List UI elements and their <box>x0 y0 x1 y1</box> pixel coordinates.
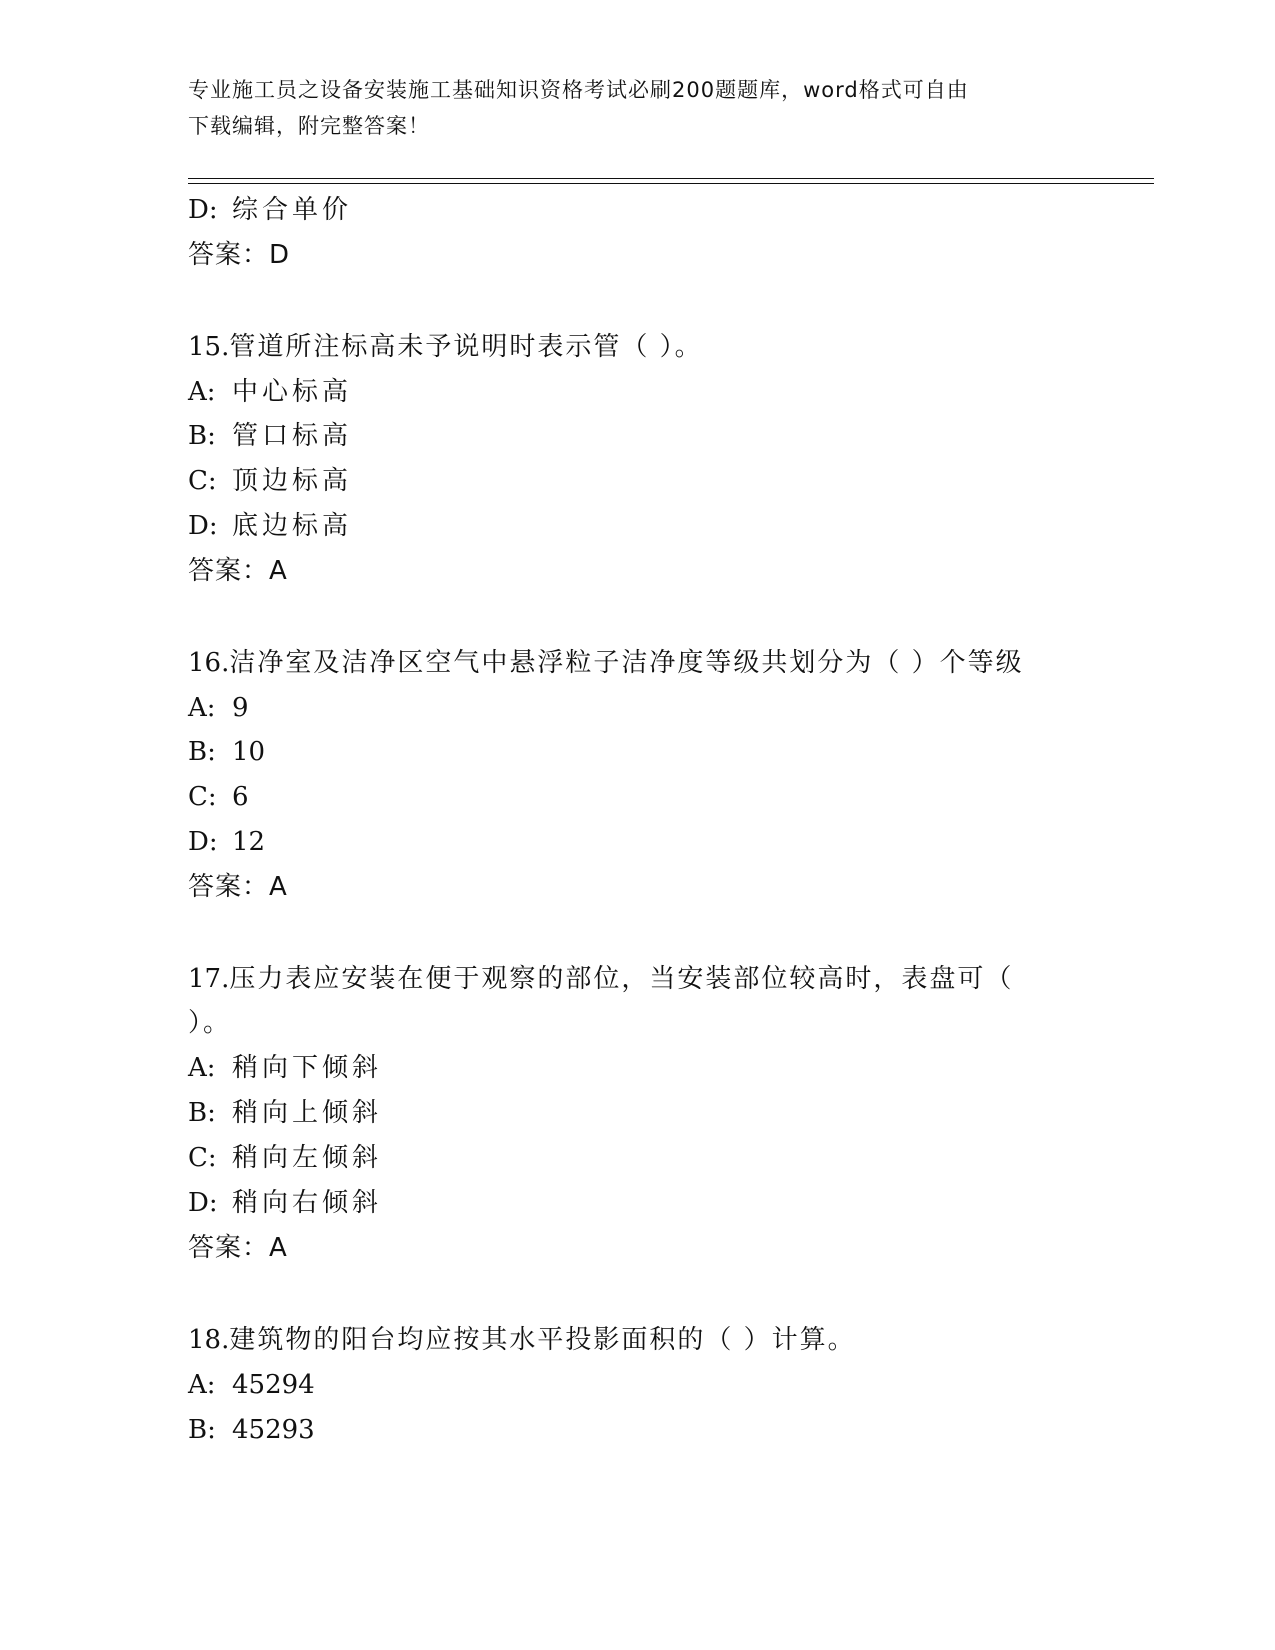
q15-answer: 答案：A <box>188 556 288 586</box>
option-label: D: <box>188 195 218 225</box>
q15-option-a <box>188 377 352 407</box>
question-16 <box>188 648 1024 678</box>
option-label: B: <box>188 1415 216 1445</box>
question-number: 15. <box>188 332 230 362</box>
option-label: A: <box>188 1053 216 1083</box>
option-text: 9 <box>232 693 249 723</box>
header-rule-top <box>188 178 1154 179</box>
prev-answer: 答案：D <box>188 240 291 270</box>
option-text: 底边标高 <box>232 511 353 541</box>
option-text: 综合单价 <box>232 195 353 225</box>
q17-answer: 答案：A <box>188 1233 288 1263</box>
q17-option-a <box>188 1053 382 1083</box>
option-label: C: <box>188 466 217 496</box>
prev-option-d <box>188 195 352 225</box>
option-label: D: <box>188 827 218 857</box>
document-header <box>188 72 1088 144</box>
question-15 <box>188 332 703 362</box>
option-text: 6 <box>232 782 249 812</box>
q16-answer: 答案：A <box>188 872 288 902</box>
option-label: A: <box>188 693 216 723</box>
option-label: D: <box>188 511 218 541</box>
q15-option-b <box>188 421 352 451</box>
option-label: B: <box>188 421 216 451</box>
option-label: B: <box>188 737 216 767</box>
question-number: 16. <box>188 648 230 678</box>
q17-option-b <box>188 1098 382 1128</box>
option-text: 10 <box>232 737 266 767</box>
q15-option-c <box>188 466 352 496</box>
option-text: 稍向右倾斜 <box>232 1188 383 1218</box>
option-label: A: <box>188 1370 216 1400</box>
q16-option-b <box>188 737 265 767</box>
q16-option-a <box>188 693 249 723</box>
question-number: 18. <box>188 1325 230 1355</box>
q15-option-d <box>188 511 352 541</box>
option-label: D: <box>188 1188 218 1218</box>
q16-option-d <box>188 827 265 857</box>
question-text-line-1: 压力表应安装在便于观察的部位，当安装部位较高时，表盘可（ <box>229 964 1014 994</box>
question-text: 管道所注标高未予说明时表示管（ ）。 <box>229 332 703 362</box>
option-text: 45293 <box>232 1415 315 1445</box>
header-rule-bottom <box>188 183 1154 184</box>
option-text: 45294 <box>232 1370 315 1400</box>
q16-option-c <box>188 782 249 812</box>
header-line-1: 专业施工员之设备安装施工基础知识资格考试必刷200题题库，word格式可自由 <box>188 78 969 102</box>
q18-option-a <box>188 1370 315 1400</box>
q18-option-b <box>188 1415 315 1445</box>
option-text: 管口标高 <box>232 421 353 451</box>
question-number: 17. <box>188 964 230 994</box>
option-text: 稍向下倾斜 <box>232 1053 383 1083</box>
option-text: 12 <box>232 827 266 857</box>
question-text: 洁净室及洁净区空气中悬浮粒子洁净度等级共划分为（ ）个等级 <box>229 648 1024 678</box>
option-text: 中心标高 <box>232 377 353 407</box>
option-label: A: <box>188 377 216 407</box>
q17-option-d <box>188 1188 382 1218</box>
question-17-continued: ）。 <box>188 1008 232 1038</box>
q17-option-c <box>188 1143 382 1173</box>
question-18 <box>188 1325 856 1355</box>
question-17 <box>188 964 1013 994</box>
option-label: B: <box>188 1098 216 1128</box>
header-line-2: 下载编辑，附完整答案！ <box>188 114 430 138</box>
option-text: 顶边标高 <box>232 466 353 496</box>
option-text: 稍向左倾斜 <box>232 1143 383 1173</box>
question-text: 建筑物的阳台均应按其水平投影面积的（ ）计算。 <box>229 1325 856 1355</box>
option-label: C: <box>188 1143 217 1173</box>
option-text: 稍向上倾斜 <box>232 1098 383 1128</box>
option-label: C: <box>188 782 217 812</box>
